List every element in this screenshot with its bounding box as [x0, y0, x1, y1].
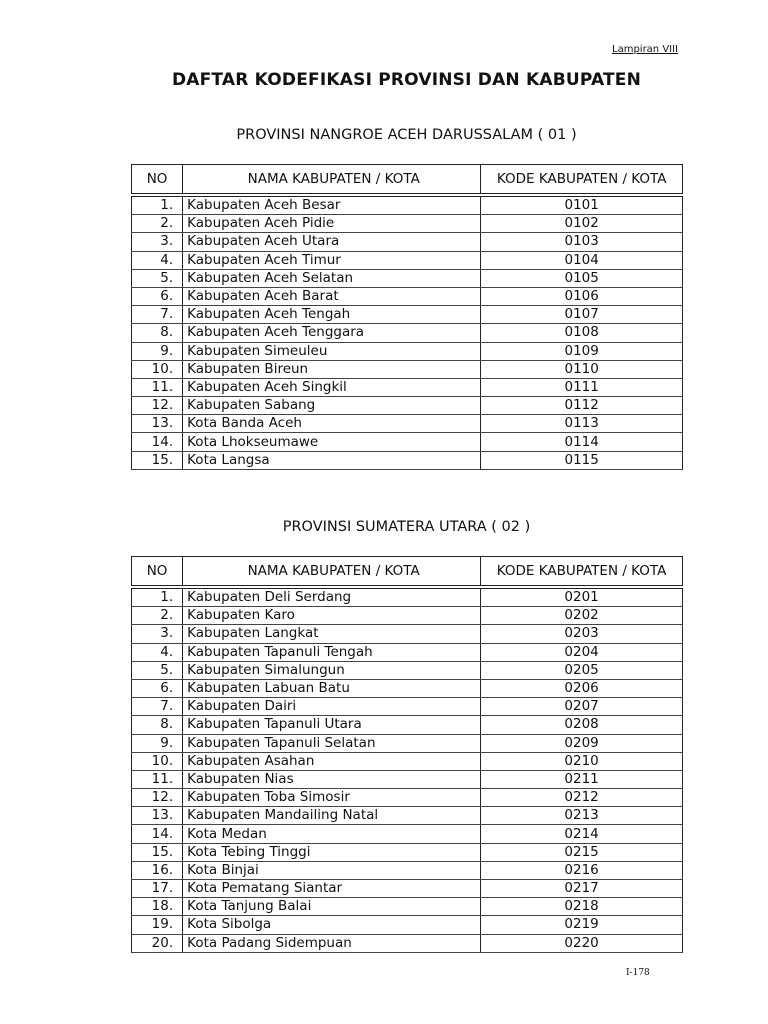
table-row [132, 324, 683, 342]
row-name: Kabupaten Labuan Batu [183, 679, 481, 697]
row-number: 4. [132, 643, 183, 661]
page-number: I-178 [626, 968, 650, 978]
table-header-row [132, 165, 683, 196]
row-number: 13. [132, 415, 183, 433]
row-code: 0110 [481, 360, 683, 378]
row-number: 16. [132, 861, 183, 879]
table-row [132, 342, 683, 360]
table-row [132, 251, 683, 269]
row-code: 0211 [481, 770, 683, 788]
row-code: 0220 [481, 934, 683, 952]
table-row [132, 433, 683, 451]
column-header-no: NO [132, 165, 183, 196]
row-code: 0215 [481, 843, 683, 861]
page-title: DAFTAR KODEFIKASI PROVINSI DAN KABUPATEN [171, 70, 642, 90]
row-code: 0204 [481, 643, 683, 661]
table-row [132, 716, 683, 734]
table-row [132, 898, 683, 916]
row-code: 0103 [481, 233, 683, 251]
table-row [132, 807, 683, 825]
row-number: 13. [132, 807, 183, 825]
row-code: 0111 [481, 378, 683, 396]
row-name: Kota Pematang Siantar [183, 880, 481, 898]
row-name: Kabupaten Aceh Barat [183, 287, 481, 305]
row-code: 0210 [481, 752, 683, 770]
row-code: 0205 [481, 661, 683, 679]
row-number: 8. [132, 716, 183, 734]
table-row [132, 378, 683, 396]
table-row [132, 861, 683, 879]
table-row [132, 661, 683, 679]
row-number: 20. [132, 934, 183, 952]
row-name: Kabupaten Aceh Pidie [183, 215, 481, 233]
row-code: 0206 [481, 679, 683, 697]
row-name: Kabupaten Simalungun [183, 661, 481, 679]
row-number: 11. [132, 378, 183, 396]
table-row [132, 306, 683, 324]
row-name: Kabupaten Aceh Utara [183, 233, 481, 251]
table-row [132, 752, 683, 770]
row-number: 10. [132, 752, 183, 770]
row-code: 0114 [481, 433, 683, 451]
row-number: 15. [132, 451, 183, 469]
table-row [132, 415, 683, 433]
row-number: 3. [132, 233, 183, 251]
row-code: 0106 [481, 287, 683, 305]
row-name: Kabupaten Aceh Timur [183, 251, 481, 269]
table-row [132, 843, 683, 861]
row-number: 12. [132, 789, 183, 807]
row-number: 17. [132, 880, 183, 898]
row-number: 7. [132, 698, 183, 716]
column-header-nama: NAMA KABUPATEN / KOTA [183, 165, 481, 196]
row-number: 4. [132, 251, 183, 269]
table-row [132, 770, 683, 788]
row-number: 7. [132, 306, 183, 324]
row-name: Kabupaten Aceh Singkil [183, 378, 481, 396]
row-name: Kota Padang Sidempuan [183, 934, 481, 952]
row-name: Kota Binjai [183, 861, 481, 879]
row-code: 0216 [481, 861, 683, 879]
table-row [132, 880, 683, 898]
table-row [132, 215, 683, 233]
row-name: Kabupaten Sabang [183, 397, 481, 415]
row-name: Kabupaten Aceh Tengah [183, 306, 481, 324]
row-code: 0213 [481, 807, 683, 825]
row-code: 0218 [481, 898, 683, 916]
row-code: 0217 [481, 880, 683, 898]
row-code: 0212 [481, 789, 683, 807]
row-name: Kota Sibolga [183, 916, 481, 934]
row-code: 0208 [481, 716, 683, 734]
row-code: 0112 [481, 397, 683, 415]
row-number: 9. [132, 734, 183, 752]
column-header-kode: KODE KABUPATEN / KOTA [481, 165, 683, 196]
row-number: 18. [132, 898, 183, 916]
row-name: Kabupaten Asahan [183, 752, 481, 770]
row-code: 0102 [481, 215, 683, 233]
row-number: 19. [132, 916, 183, 934]
province-title-sumut: PROVINSI SUMATERA UTARA ( 02 ) [282, 519, 531, 535]
table-row [132, 269, 683, 287]
row-name: Kabupaten Nias [183, 770, 481, 788]
row-name: Kabupaten Tapanuli Tengah [183, 643, 481, 661]
row-name: Kota Tanjung Balai [183, 898, 481, 916]
row-name: Kabupaten Karo [183, 607, 481, 625]
row-code: 0209 [481, 734, 683, 752]
table-row [132, 451, 683, 469]
row-code: 0202 [481, 607, 683, 625]
table-row [132, 643, 683, 661]
row-code: 0207 [481, 698, 683, 716]
table-row [132, 825, 683, 843]
row-code: 0214 [481, 825, 683, 843]
table-sumut [131, 556, 683, 953]
row-code: 0107 [481, 306, 683, 324]
row-number: 10. [132, 360, 183, 378]
row-name: Kabupaten Aceh Tenggara [183, 324, 481, 342]
table-row [132, 287, 683, 305]
table-header-row [132, 557, 683, 588]
row-name: Kabupaten Deli Serdang [183, 587, 481, 607]
column-header-kode: KODE KABUPATEN / KOTA [481, 557, 683, 588]
row-number: 5. [132, 661, 183, 679]
row-code: 0113 [481, 415, 683, 433]
row-number: 3. [132, 625, 183, 643]
row-name: Kabupaten Mandailing Natal [183, 807, 481, 825]
table-row [132, 789, 683, 807]
row-name: Kabupaten Aceh Selatan [183, 269, 481, 287]
row-code: 0203 [481, 625, 683, 643]
table-row [132, 698, 683, 716]
row-code: 0115 [481, 451, 683, 469]
row-number: 11. [132, 770, 183, 788]
table-aceh [131, 164, 683, 470]
row-number: 15. [132, 843, 183, 861]
table-row [132, 625, 683, 643]
row-name: Kota Medan [183, 825, 481, 843]
column-header-no: NO [132, 557, 183, 588]
table-row [132, 233, 683, 251]
table-row [132, 607, 683, 625]
row-number: 6. [132, 287, 183, 305]
row-name: Kabupaten Langkat [183, 625, 481, 643]
row-name: Kabupaten Simeuleu [183, 342, 481, 360]
row-name: Kabupaten Tapanuli Selatan [183, 734, 481, 752]
table-row [132, 734, 683, 752]
row-name: Kabupaten Aceh Besar [183, 195, 481, 215]
row-number: 14. [132, 433, 183, 451]
row-number: 1. [132, 587, 183, 607]
row-name: Kota Lhokseumawe [183, 433, 481, 451]
row-number: 1. [132, 195, 183, 215]
row-number: 8. [132, 324, 183, 342]
row-number: 6. [132, 679, 183, 697]
row-number: 12. [132, 397, 183, 415]
row-number: 2. [132, 215, 183, 233]
row-code: 0104 [481, 251, 683, 269]
table-row [132, 934, 683, 952]
table-row [132, 587, 683, 607]
row-code: 0101 [481, 195, 683, 215]
row-number: 2. [132, 607, 183, 625]
column-header-nama: NAMA KABUPATEN / KOTA [183, 557, 481, 588]
row-name: Kota Langsa [183, 451, 481, 469]
table-row [132, 916, 683, 934]
table-row [132, 360, 683, 378]
row-number: 5. [132, 269, 183, 287]
row-code: 0201 [481, 587, 683, 607]
table-row [132, 195, 683, 215]
row-name: Kabupaten Dairi [183, 698, 481, 716]
row-code: 0219 [481, 916, 683, 934]
row-name: Kabupaten Bireun [183, 360, 481, 378]
row-number: 9. [132, 342, 183, 360]
row-number: 14. [132, 825, 183, 843]
table-row [132, 679, 683, 697]
row-name: Kota Banda Aceh [183, 415, 481, 433]
row-name: Kabupaten Toba Simosir [183, 789, 481, 807]
row-name: Kabupaten Tapanuli Utara [183, 716, 481, 734]
province-title-aceh: PROVINSI NANGROE ACEH DARUSSALAM ( 01 ) [236, 127, 577, 143]
attachment-label: Lampiran VIII [612, 44, 679, 55]
table-row [132, 397, 683, 415]
row-code: 0108 [481, 324, 683, 342]
row-name: Kota Tebing Tinggi [183, 843, 481, 861]
row-code: 0105 [481, 269, 683, 287]
row-code: 0109 [481, 342, 683, 360]
